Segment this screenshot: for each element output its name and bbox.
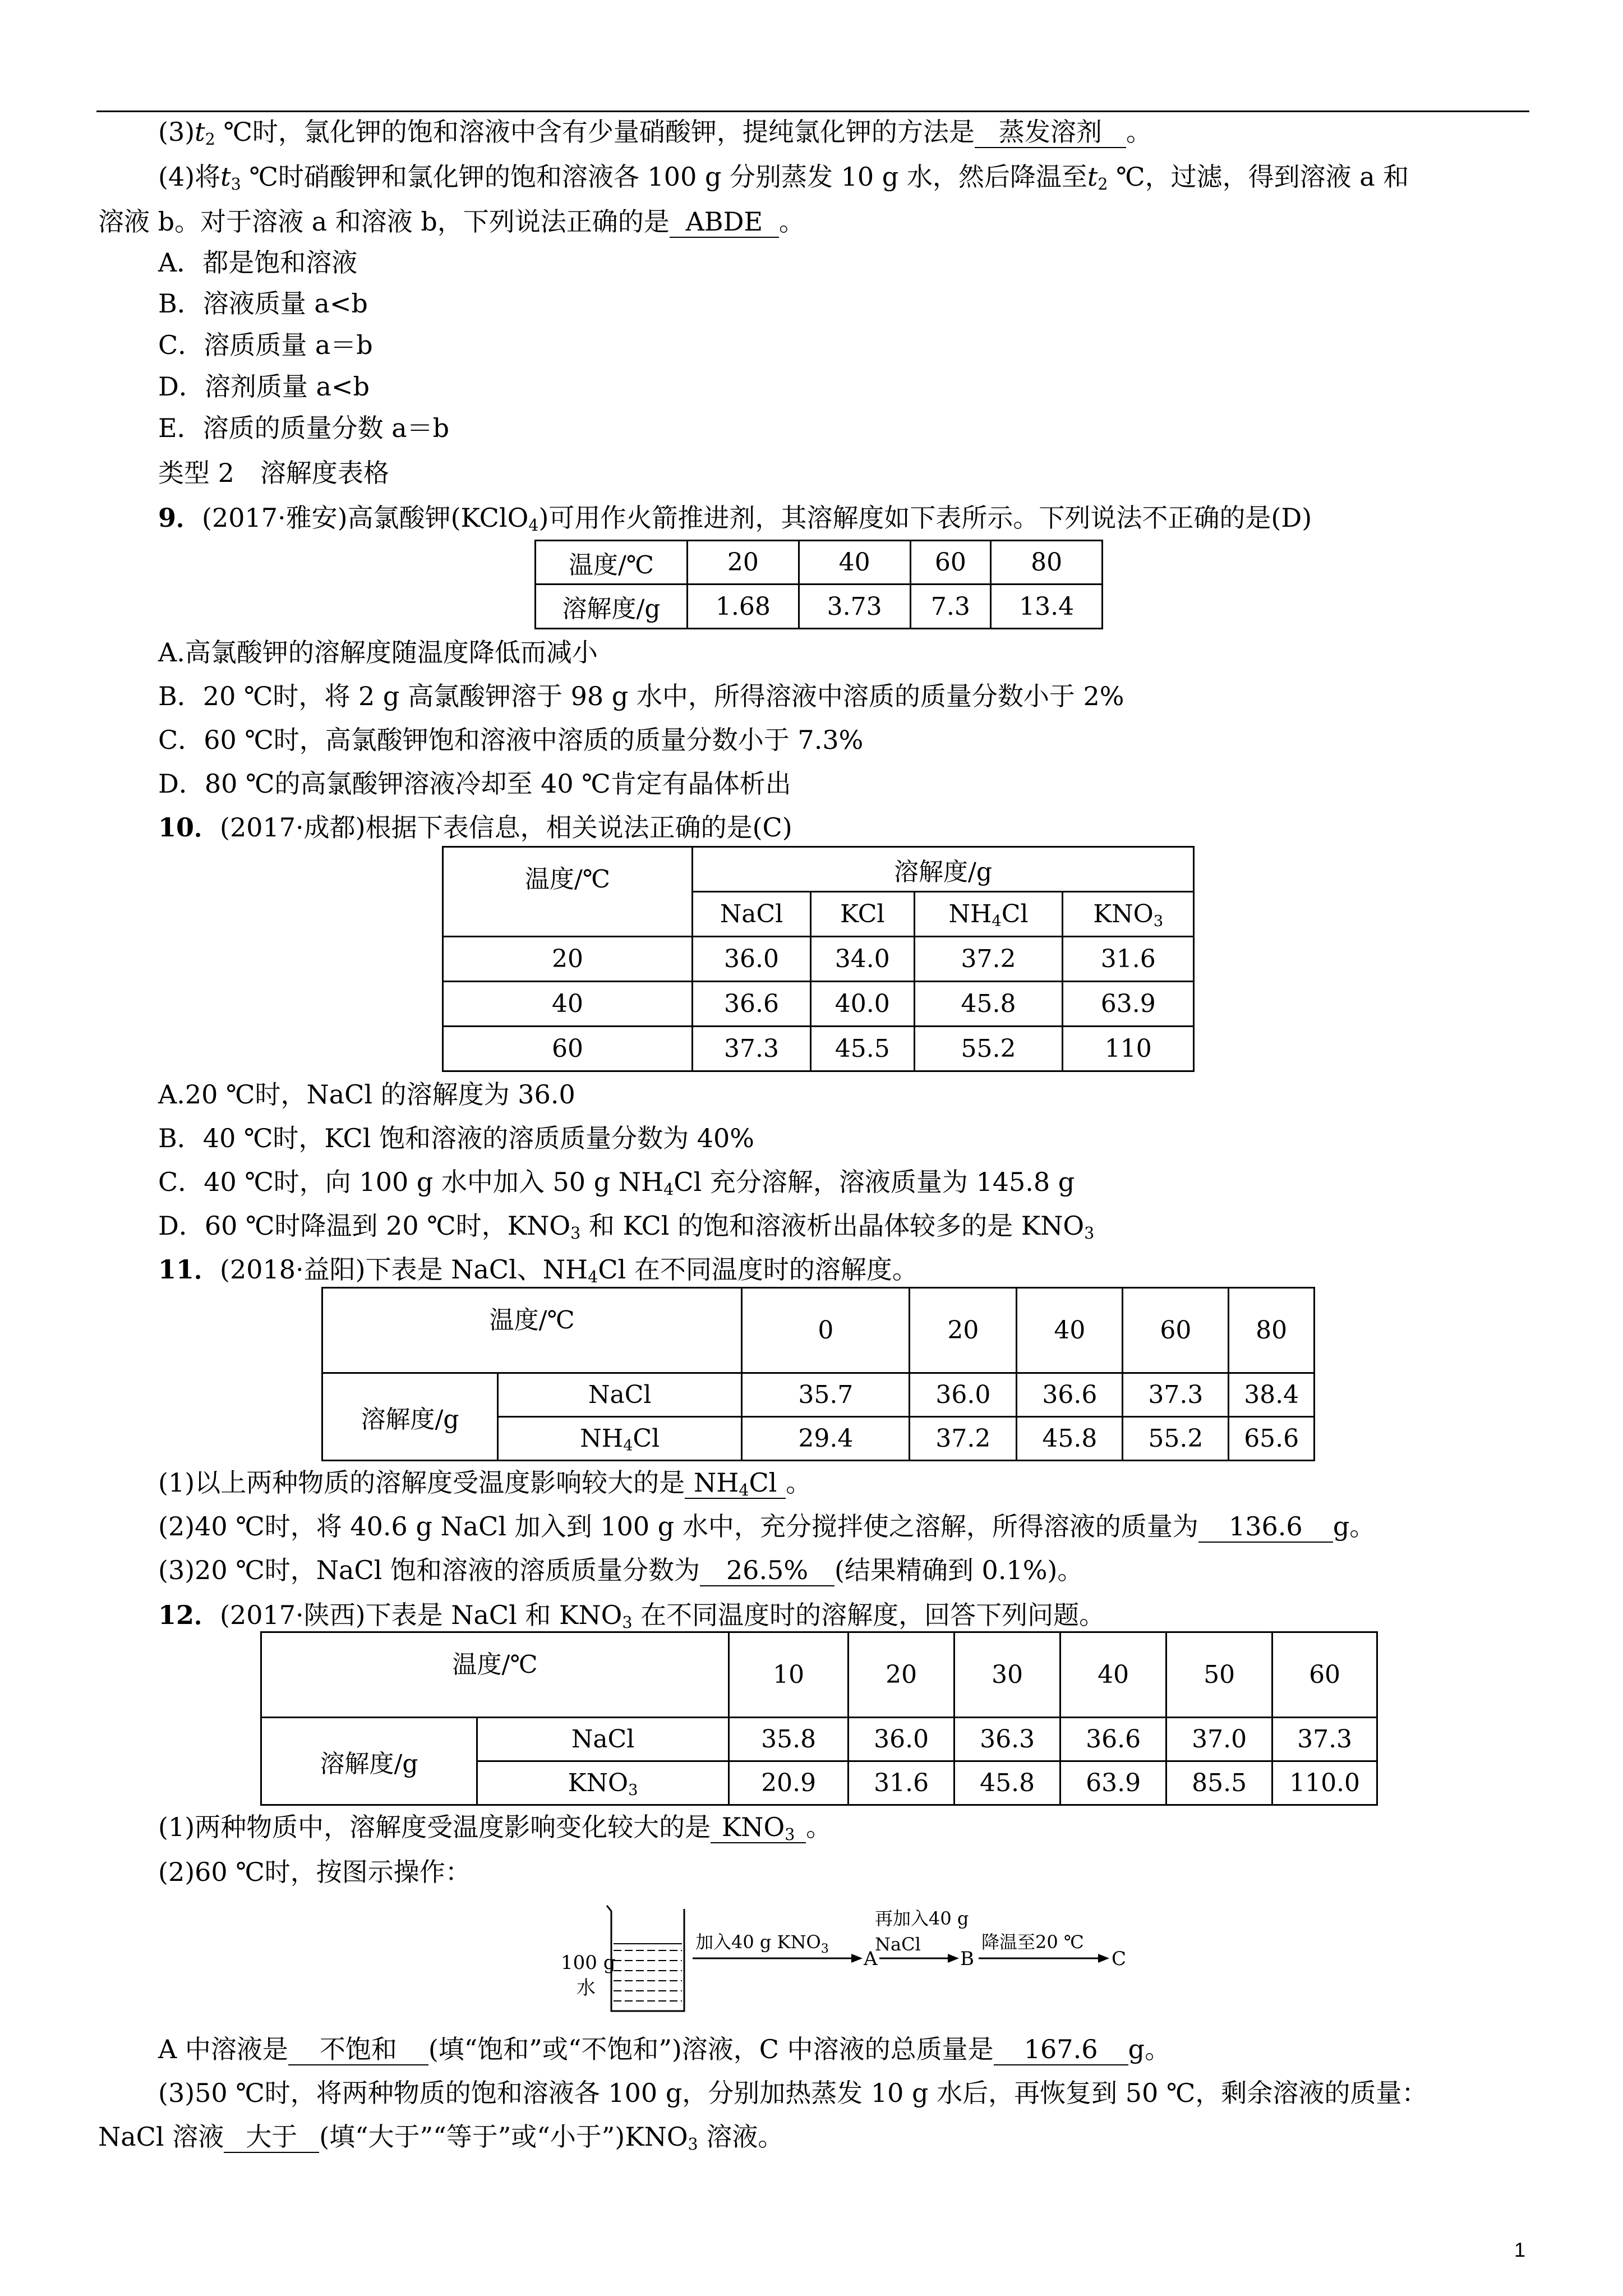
table-cell: 20 (443, 937, 693, 982)
table-header: $NH_4Cl$ (914, 892, 1063, 937)
top-rule (96, 111, 1529, 112)
table-cell: 溶解度/g (536, 585, 688, 629)
beaker-icon (607, 1906, 684, 2011)
answer-blank: 136.6 (1198, 1513, 1333, 1543)
table-cell: $NH_4Cl$ (498, 1417, 742, 1461)
water-label: 水 (577, 1977, 596, 1999)
table-header: 20 (849, 1632, 955, 1718)
q11-part3: (3)20 ℃时，NaCl 饱和溶液的溶质质量分数为 26.5% (结果精确到 0.1%)。 (158, 1555, 1083, 1585)
table-cell: 37.0 (1166, 1718, 1272, 1761)
arrow-head-icon (1098, 1954, 1109, 1963)
table-cell: 37.3 (1272, 1718, 1377, 1761)
q10-table (442, 846, 1195, 1072)
water-mass-label: 100 g (561, 1952, 616, 1974)
table-cell: 31.6 (1063, 937, 1194, 982)
table-cell: 80 (991, 541, 1103, 585)
table-cell: 45.5 (811, 1027, 914, 1071)
label-a: A (864, 1948, 878, 1970)
table-cell: 55.2 (1123, 1417, 1229, 1461)
table-header: 溶解度/g (261, 1718, 477, 1805)
table-cell: 20 (688, 541, 799, 585)
table-header: 60 (1123, 1288, 1229, 1373)
step2-label-line2: NaCl (875, 1934, 921, 1955)
option-b: B．溶液质量 a<b (158, 288, 368, 319)
q9-stem: 9．(2017·雅安)高氯酸钾(KClO$_4$)可用作火箭推进剂，其溶解度如下表所示。下列说法不正确的是(D) (158, 503, 1312, 535)
table-cell: 3.73 (799, 585, 910, 629)
table-cell: 63.9 (1061, 1761, 1166, 1805)
table-cell: 20.9 (729, 1761, 849, 1805)
table-cell: 45.8 (1017, 1417, 1123, 1461)
table-cell: $KNO_3$ (477, 1761, 729, 1805)
table-header: 温度/℃ (261, 1632, 729, 1718)
answer-blank: $KNO_3$ (711, 1814, 806, 1843)
table-header: 溶解度/g (322, 1373, 498, 1461)
table-cell: 110 (1063, 1027, 1194, 1071)
table-cell: 60 (443, 1027, 693, 1071)
q12-part2-answer: A 中溶液是 不饱和 (填“饱和”或“不饱和”)溶液，C 中溶液的总质量是 167.6 g。 (158, 2034, 1171, 2064)
q8-part3: $(3)t_2$ ℃时，氯化钾的饱和溶液中含有少量硝酸钾，提纯氯化钾的方法是 蒸发溶剂 。 (158, 117, 1152, 149)
table-cell: 29.4 (742, 1417, 910, 1461)
table-header: 40 (1017, 1288, 1123, 1373)
table-header: NaCl (693, 892, 811, 937)
q10-option-a: A.20 ℃时，NaCl 的溶解度为 36.0 (158, 1079, 575, 1110)
table-cell: NaCl (498, 1373, 742, 1417)
table-cell: 40 (799, 541, 910, 585)
table-header: 温度/℃ (322, 1288, 742, 1373)
answer-blank: 蒸发溶剂 (975, 119, 1126, 148)
label-b: B (960, 1948, 974, 1970)
q12-part2: (2)60 ℃时，按图示操作： (158, 1857, 471, 1887)
table-cell: 63.9 (1063, 982, 1194, 1027)
table-cell: 31.6 (849, 1761, 955, 1805)
table-header: 50 (1166, 1632, 1272, 1718)
table-cell: 36.0 (693, 937, 811, 982)
option-a: A．都是饱和溶液 (158, 247, 358, 278)
answer-blank: $NH_4Cl$ (685, 1470, 786, 1499)
q11-stem: 11．(2018·益阳)下表是 NaCl、$NH_4Cl$ 在不同温度时的溶解度。 (158, 1254, 918, 1287)
table-cell: 7.3 (910, 585, 991, 629)
table-cell: 37.2 (914, 937, 1063, 982)
answer-blank: 167.6 (994, 2036, 1128, 2065)
table-cell: 85.5 (1166, 1761, 1272, 1805)
table-cell: 温度/℃ (536, 541, 688, 585)
table-cell: 36.3 (955, 1718, 1061, 1761)
table-header: KCl (811, 892, 914, 937)
table-header: 60 (1272, 1632, 1377, 1718)
q11-part1: (1)以上两种物质的溶解度受温度影响较大的是 $NH_4Cl$ 。 (158, 1467, 812, 1500)
answer-blank: 大于 (224, 2124, 319, 2153)
table-cell: 34.0 (811, 937, 914, 982)
table-header: 20 (910, 1288, 1017, 1373)
table-cell: 40 (443, 982, 693, 1027)
step3-label: 降温至20 ℃ (981, 1931, 1084, 1953)
table-header: $KNO_3$ (1063, 892, 1194, 937)
q12-part3-line2: NaCl 溶液 大于 (填“大于”“等于”或“小于$”)KNO_3$ 溶液。 (98, 2122, 784, 2154)
table-cell: 40.0 (811, 982, 914, 1027)
q11-part2: (2)40 ℃时，将 40.6 g NaCl 加入到 100 g 水中，充分搅拌使之溶解，所得溶液的质量为 136.6 g。 (158, 1511, 1376, 1542)
table-cell: 35.8 (729, 1718, 849, 1761)
label-c: C (1112, 1948, 1127, 1970)
table-header: 40 (1061, 1632, 1166, 1718)
table-cell: 37.3 (1123, 1373, 1229, 1417)
table-cell: 55.2 (914, 1027, 1063, 1071)
section-heading: 类型 2 溶解度表格 (158, 458, 389, 488)
table-cell: 37.2 (910, 1417, 1017, 1461)
arrow-head-icon (851, 1954, 863, 1963)
arrow-head-icon (948, 1954, 959, 1963)
step2-label-line1: 再加入40 g (875, 1908, 969, 1929)
q8-part4-line2: 溶液 b。对于溶液 a 和溶液 b，下列说法正确的是 ABDE 。 (98, 206, 805, 237)
q10-option-b: B．40 ℃时，KCl 饱和溶液的溶质质量分数为 40% (158, 1123, 754, 1153)
table-cell: 37.3 (693, 1027, 811, 1071)
table-cell: 36.6 (1061, 1718, 1166, 1761)
table-cell: 13.4 (991, 585, 1103, 629)
table-cell: NaCl (477, 1718, 729, 1761)
table-cell: 45.8 (914, 982, 1063, 1027)
table-header: 温度/℃ (443, 847, 693, 937)
q9-option-a: A.高氯酸钾的溶解度随温度降低而减小 (158, 637, 598, 668)
option-c: C．溶质质量 a＝b (158, 330, 373, 360)
table-header: 0 (742, 1288, 910, 1373)
q9-table (534, 540, 1103, 629)
option-e: E．溶质的质量分数 a＝b (158, 413, 450, 443)
q12-part1: (1)两种物质中，溶解度受温度影响变化较大的是 $KNO_3$ 。 (158, 1812, 832, 1844)
q8-part4: (4)将$t_3$ ℃时硝酸钾和氯化钾的饱和溶液各 100 g 分别蒸发 10 g 水，然后降温至$t_2$ ℃，过滤，得到溶液 a 和 (158, 162, 1409, 194)
q12-part3: (3)50 ℃时，将两种物质的饱和溶液各 100 g，分别加热蒸发 10 g 水后，再恢复到 50 ℃，剩余溶液的质量： (158, 2078, 1428, 2108)
answer-blank: 26.5% (700, 1557, 834, 1586)
table-header: 10 (729, 1632, 849, 1718)
table-cell: 36.6 (693, 982, 811, 1027)
q10-option-d: D．60 ℃时降温到 20 ℃时，$KNO_3$ 和 KCl 的饱和溶液析出晶体较多的是 $KNO_3$ (158, 1211, 1095, 1243)
answer-blank: 不饱和 (288, 2036, 428, 2065)
q9-option-d: D．80 ℃的高氯酸钾溶液冷却至 40 ℃肯定有晶体析出 (158, 769, 791, 799)
q9-option-b: B．20 ℃时，将 2 g 高氯酸钾溶于 98 g 水中，所得溶液中溶质的质量分数小于 2% (158, 681, 1124, 711)
table-cell: 35.7 (742, 1373, 910, 1417)
table-header: 80 (1229, 1288, 1315, 1373)
table-cell: 110.0 (1272, 1761, 1377, 1805)
table-cell: 38.4 (1229, 1373, 1315, 1417)
experiment-diagram (555, 1899, 1144, 2022)
table-cell: 36.0 (849, 1718, 955, 1761)
table-cell: 45.8 (955, 1761, 1061, 1805)
q12-table (260, 1631, 1378, 1806)
q9-option-c: C．60 ℃时，高氯酸钾饱和溶液中溶质的质量分数小于 7.3% (158, 725, 864, 755)
table-header: 30 (955, 1632, 1061, 1718)
table-cell: 36.0 (910, 1373, 1017, 1417)
q10-stem: 10．(2017·成都)根据下表信息，相关说法正确的是(C) (158, 812, 792, 843)
q10-option-c: C．40 ℃时，向 100 g 水中加入 50 g $NH_4Cl$ 充分溶解，溶液质量为 145.8 g (158, 1167, 1075, 1199)
q11-table (321, 1287, 1315, 1461)
page-number: 1 (1514, 2238, 1526, 2261)
table-cell: 36.6 (1017, 1373, 1123, 1417)
table-header: 溶解度/g (693, 847, 1194, 892)
table-cell: 1.68 (688, 585, 799, 629)
option-d: D．溶剂质量 a<b (158, 371, 370, 402)
step1-label: 加入40 g $KNO_3$ (695, 1931, 829, 1956)
q12-stem: 12．(2017·陕西)下表是 NaCl 和 $KNO_3$ 在不同温度时的溶解度，回答下列问题。 (158, 1600, 1105, 1632)
table-cell: 65.6 (1229, 1417, 1315, 1461)
answer-blank: ABDE (670, 209, 779, 238)
table-cell: 60 (910, 541, 991, 585)
